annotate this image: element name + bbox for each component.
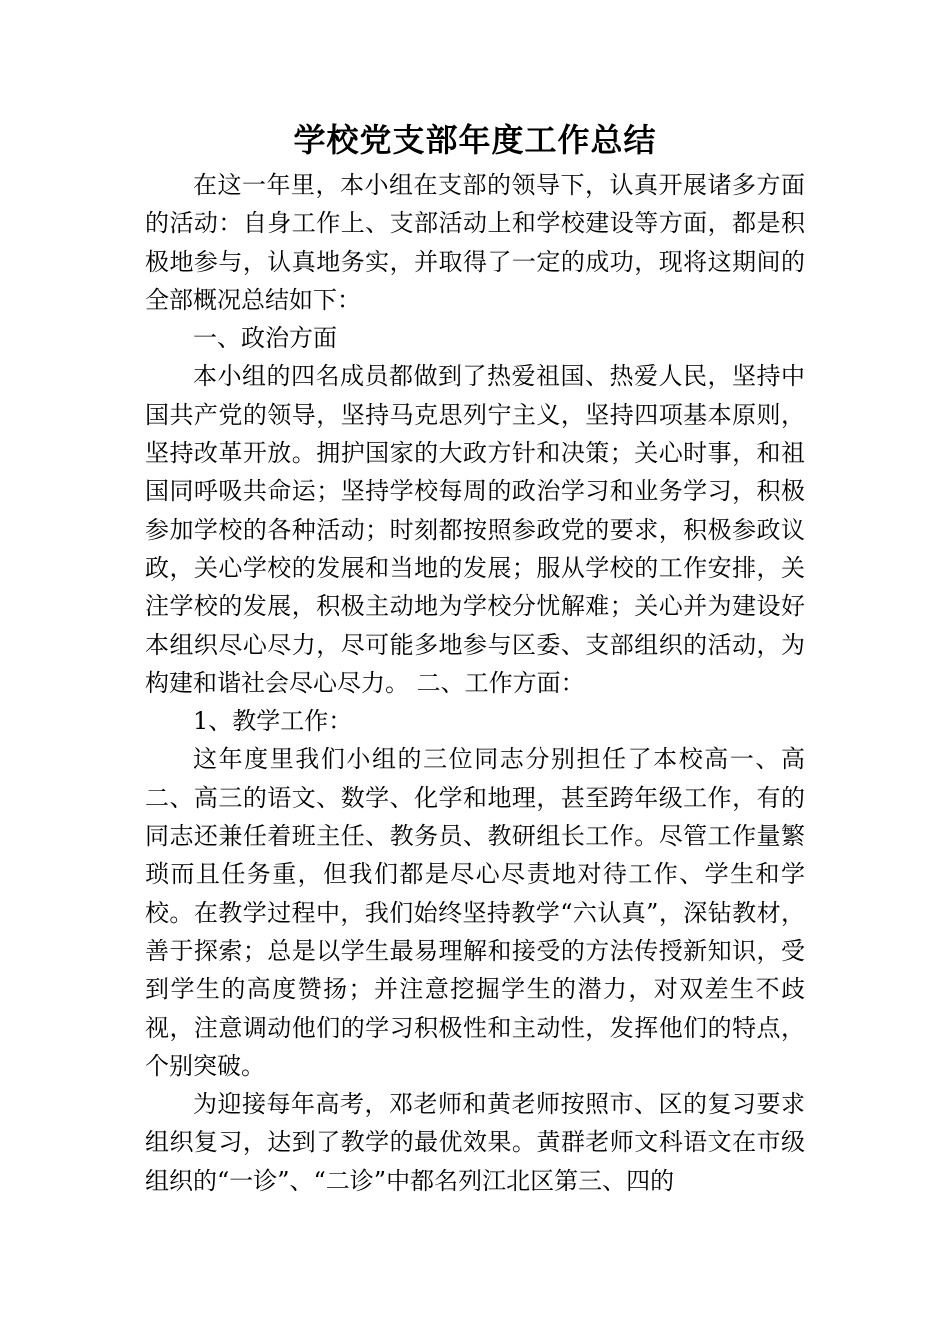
paragraph-teaching: 这年度里我们小组的三位同志分别担任了本校高一、高二、高三的语文、数学、化学和地理，甚至跨年级工作，有的同志还兼任着班主任、教务员、教研组长工作。尽管工作量繁琐而且任务重，但我们都是尽心尽责地对待工作、学生和学校。在教学过程中，我们始终坚持教学“六认真”，深钻教材，善于探索；总是以学生最易理解和接受的方法传授新知识，受到学生的高度赞扬；并注意挖掘学生的潜力，对双差生不歧视，注意调动他们的学习积极性和主动性，发挥他们的特点，个别突破。 xyxy=(145,745,805,1080)
section-heading-politics: 一、政治方面 xyxy=(193,324,337,353)
document-title: 学校党支部年度工作总结 xyxy=(293,121,657,159)
subsection-heading-teaching: 1、教学工作： xyxy=(193,707,353,736)
paragraph-politics: 本小组的四名成员都做到了热爱祖国、热爱人民，坚持中国共产党的领导，坚持马克思列宁主义，坚持四项基本原则，坚持改革开放。拥护国家的大政方针和决策；关心时事，和祖国同呼吸共命运；坚持学校每周的政治学习和业务学习，积极参加学校的各种活动；时刻都按照参政党的要求，积极参政议政，关心学校的发展和当地的发展；服从学校的工作安排，关注学校的发展，积极主动地为学校分忧解难；关心并为建设好本组织尽心尽力，尽可能多地参与区委、支部组织的活动，为构建和谐社会尽心尽力。 二、工作方面： xyxy=(145,362,805,697)
document-body xyxy=(145,166,805,1200)
paragraph-intro: 在这一年里，本小组在支部的领导下，认真开展诸多方面的活动：自身工作上、支部活动上和学校建设等方面，都是积极地参与，认真地务实，并取得了一定的成功，现将这期间的全部概况总结如下： xyxy=(145,171,805,314)
paragraph-exam-prep: 为迎接每年高考，邓老师和黄老师按照市、区的复习要求组织复习，达到了教学的最优效果。黄群老师文科语文在市级组织的“一诊”、“二诊”中都名列江北区第三、四的 xyxy=(145,1090,805,1195)
